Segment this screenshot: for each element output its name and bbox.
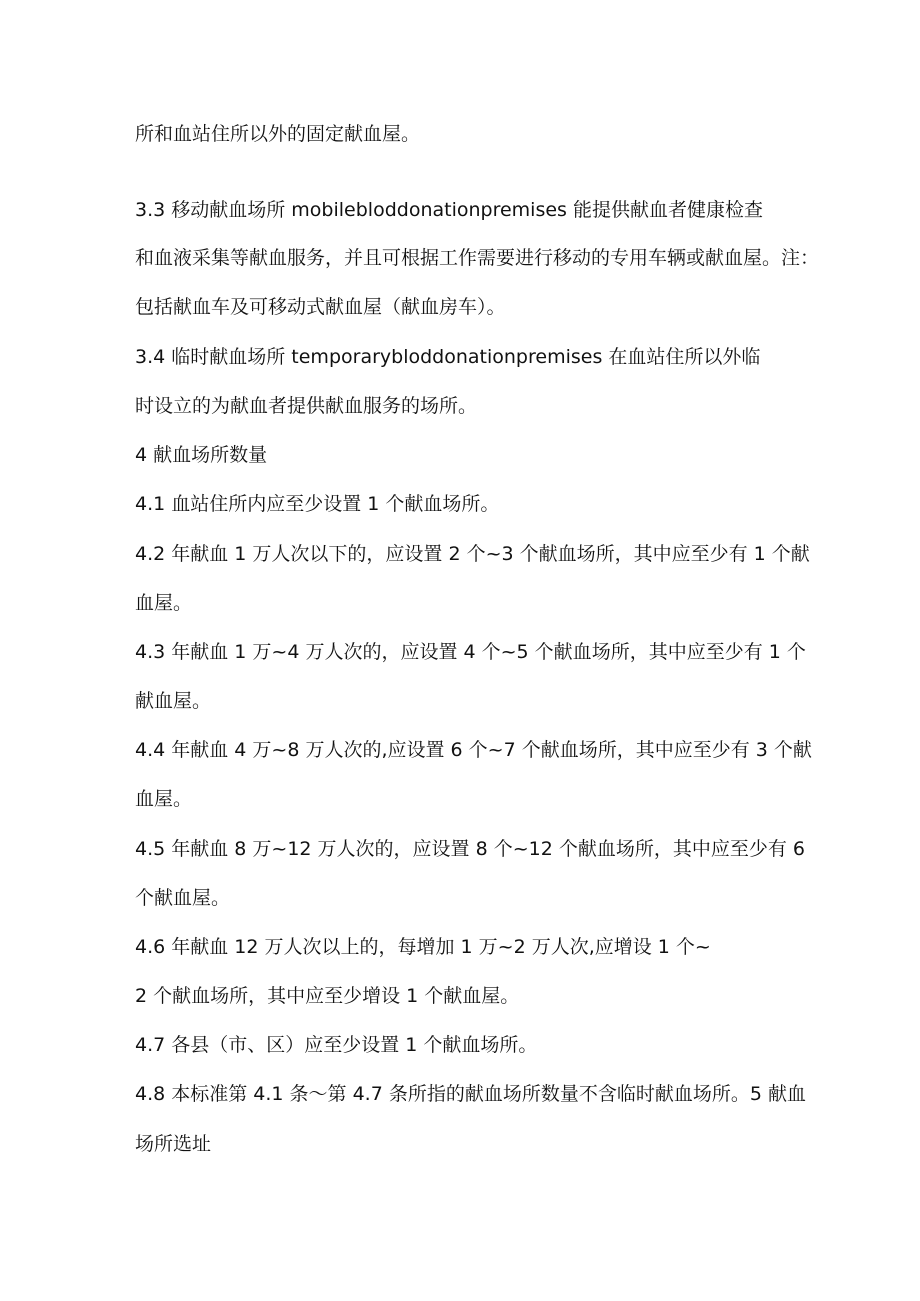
text-line: 4.1 血站住所内应至少设置 1 个献血场所。 — [135, 493, 500, 515]
section-heading: 4 献血场所数量 — [135, 444, 268, 466]
text-line: 3.3 移动献血场所 mobilebloddonationpremises 能提供献血者健康检查 — [135, 199, 763, 221]
text-line: 4.6 年献血 12 万人次以上的，每增加 1 万~2 万人次,应增设 1 个~ — [135, 936, 711, 958]
text-line: 和血液采集等献血服务，并且可根据工作需要进行移动的专用车辆或献血屋。注： — [135, 247, 820, 269]
text-line: 献血屋。 — [135, 690, 212, 712]
text-line: 4.2 年献血 1 万人次以下的，应设置 2 个~3 个献血场所，其中应至少有 1 个献 — [135, 543, 810, 565]
text-line: 场所选址 — [135, 1133, 212, 1155]
text-line: 时设立的为献血者提供献血服务的场所。 — [135, 395, 478, 417]
text-line: 3.4 临时献血场所 temporarybloddonationpremises 在血站住所以外临 — [135, 346, 761, 368]
text-line: 4.3 年献血 1 万~4 万人次的，应设置 4 个~5 个献血场所，其中应至少有 1 个 — [135, 641, 806, 663]
text-line: 4.5 年献血 8 万~12 万人次的，应设置 8 个~12 个献血场所，其中应至少有 6 — [135, 838, 805, 860]
text-line: 2 个献血场所，其中应至少增设 1 个献血屋。 — [135, 985, 520, 1007]
text-line: 4.7 各县（市、区）应至少设置 1 个献血场所。 — [135, 1034, 538, 1056]
text-line: 血屋。 — [135, 592, 193, 614]
text-line: 血屋。 — [135, 788, 193, 810]
text-line: 4.8 本标准第 4.1 条～第 4.7 条所指的献血场所数量不含临时献血场所。5 献血 — [135, 1083, 806, 1105]
text-line: 4.4 年献血 4 万~8 万人次的,应设置 6 个~7 个献血场所，其中应至少有 3 个献 — [135, 739, 812, 761]
text-line: 所和血站住所以外的固定献血屋。 — [135, 123, 421, 145]
text-line: 个献血屋。 — [135, 887, 231, 909]
text-line: 包括献血车及可移动式献血屋（献血房车）。 — [135, 296, 506, 318]
